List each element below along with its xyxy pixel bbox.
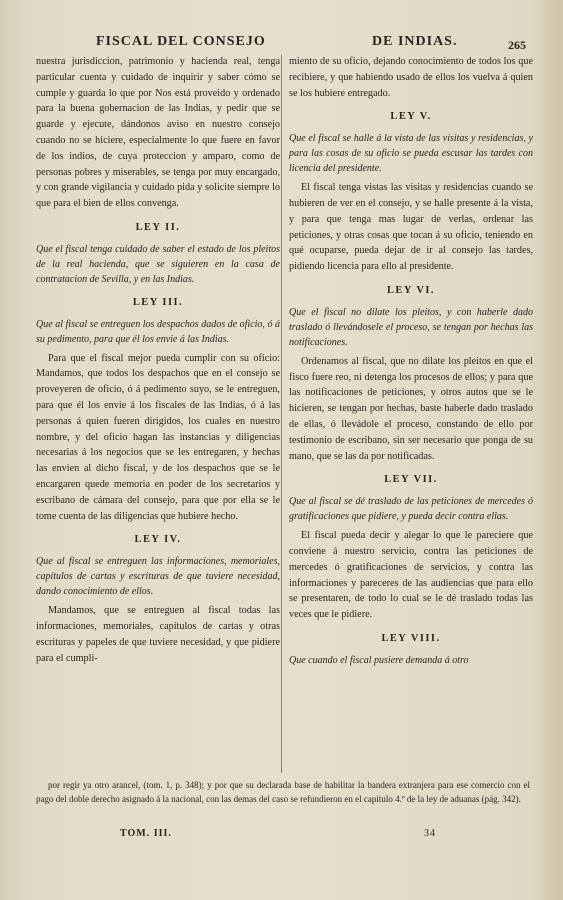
- law-summary-6: Que el fiscal no dilate los pleitos, y con haberle dado traslado ó llevándosele el proceso, se tengan por hechas las notificaciones.: [289, 306, 533, 348]
- running-header-left: FISCAL DEL CONSEJO: [96, 34, 266, 49]
- paragraph-continued-right: miento de su oficio, dejando conocimiento de todos los que recibiere, y que habiendo usado de ellos los vuelva á quien se los hubiere entregado.: [289, 56, 533, 99]
- footnote-text: por regir ya otro arancel, (tom. 1, p. 348); y por que su declarada base de habilitar la bandera extranjera para ese comercio con el pago del doble derecho asignado á la nacional, con las demas del caso se refundieron en el capítulo 4.º de la ley de aduanas (pág. 342).: [36, 780, 530, 804]
- law-summary-8: Que cuando el fiscal pusiere demanda á otro: [289, 654, 469, 666]
- volume-mark: TOM. III.: [120, 828, 172, 839]
- law-summary-2: Que el fiscal tenga cuidado de saber el estado de los pleitos de la real hacienda, que se siguieren en la casa de contratacion de Sevilla, y en las Indias.: [36, 243, 280, 285]
- law-text-5: El fiscal tenga vistas las visitas y residencias cuando se hubieren de ver en el consejo, y se halle presente á la vista, y para que tenga mas lugar de verlas, ordenar las peticiones, y otras cosas que tocan á su oficio, teniendo en qué ocuparse, pueda dejar de ir al consejo las tardes, pidiendo licencia para ello al presidente.: [289, 182, 533, 273]
- law-heading-7: LEY VII.: [384, 474, 438, 486]
- paragraph-continued: nuestra jurisdiccion, patrimonio y hacienda real, tenga particular cuenta y cuidado de inquirir y saber cómo se cumple y guarda lo que por Nos está proveido y ordenado para la buena gobernacion de las Indias, y pedir que se guarde y ejecute, dándonos aviso en nuestro consejo cuando no se hiciere, especialmente lo que fuere en favor de los indios, de cuya proteccion y amparo, como de personas pobres y miserables, se tenga por muy encargado, y con grande vigilancia y cuidado pida y solicite siempre lo que para el bien de ellos convenga.: [36, 56, 280, 210]
- column-divider: [281, 55, 282, 773]
- law-text-3: Para que el fiscal mejor pueda cumplir con su oficio: Mandamos, que todos los despachos que en el consejo se proveyeren de oficio, ó á pedimento suyo, se le entreguen, para que él los envie á los fiscales de las Indias, ó á las personas á quien fueren dirigidos, los cuales en nuestro nombre, y del oficio hagan las instancias y diligencias necesarias á los negocios que se les entregaren, y hechas las envien al dicho fiscal, y de los despachos que se le encargaren quede memoria en poder de los secretarios y escribano de cámara del consejo, para que por ella se le tome cuenta de las diligencias que hubiere hecho.: [36, 352, 280, 522]
- right-column: [289, 54, 533, 672]
- law-heading-5: LEY V.: [390, 111, 432, 123]
- law-heading-6: LEY VI.: [386, 284, 436, 296]
- law-summary-5: Que el fiscal se halle á la vista de las visitas y residencias, y para las cosas de su oficio se pueda escusar las tardes con licencia del presidente.: [289, 133, 533, 175]
- footnote: [36, 778, 530, 806]
- signature-mark: 34: [424, 828, 436, 839]
- law-summary-3: Que al fiscal se entreguen los despachos dados de oficio, ó á su pedimento, para que él los envie á las Indias.: [36, 318, 280, 345]
- law-text-6: Ordenamos al fiscal, que no dilate los pleitos en que el fisco fuere reo, ni detenga los procesos de ellos; y para que las notificaciones de peticiones, y otros autos que se le hicieren, se tengan por hechas, baste haberle dado traslado de ellas, ó llevádole el proceso, constando de ello por testimonio de escribano, sin ser necesario que ponga de su mano, que se las da por notificadas.: [289, 355, 533, 462]
- page-number: 265: [508, 38, 526, 52]
- law-summary-4: Que al fiscal se entreguen las informaciones, memoriales, capítulos de cartas y escrituras de que tuviere necesidad, dando conocimiento de ellos.: [36, 556, 280, 598]
- law-heading-2: LEY II.: [135, 221, 181, 233]
- law-heading-8: LEY VIII.: [381, 632, 441, 644]
- left-column: [36, 54, 280, 666]
- law-text-4: Mandamos, que se entreguen al fiscal todas las informaciones, memoriales, capítulos de cartas y otras escrituras y papeles de que tuviere necesidad, y que pidiere para el cumpli-: [36, 605, 280, 664]
- law-heading-4: LEY IV.: [134, 534, 182, 546]
- law-summary-7: Que al fiscal se dé traslado de las peticiones de mercedes ó gratificaciones que pidiere, y pueda decir contra ellas.: [289, 496, 533, 523]
- running-header-right: DE INDIAS.: [372, 34, 458, 49]
- law-heading-3: LEY III.: [132, 296, 184, 308]
- law-text-7: El fiscal pueda decir y alegar lo que le pareciere que conviene á nuestro servicio, contra las peticiones de mercedes ó gratificaciones de servicios, y contra las informaciones y pareceres de las audiencias que para ello se presentaren, de todo lo cual se le dé traslado todas las veces que le pidiere.: [289, 530, 533, 621]
